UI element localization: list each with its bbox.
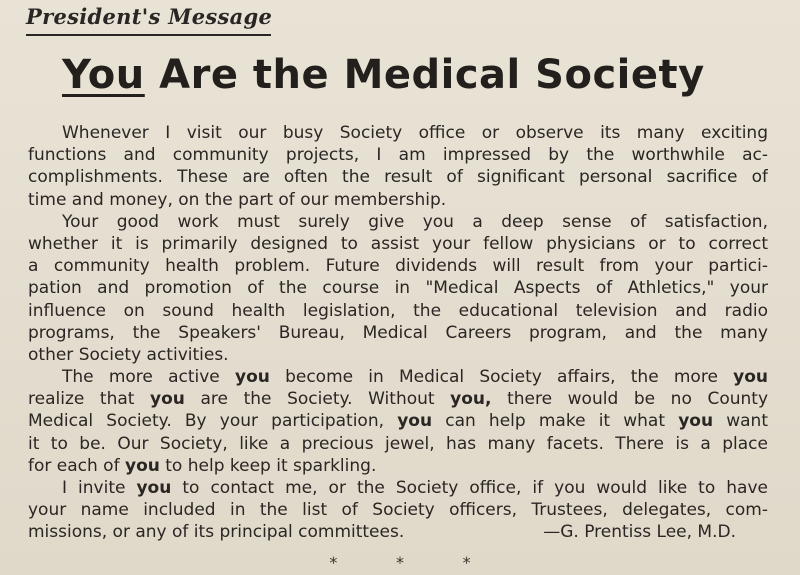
p1-line-4: time and money, on the part of our membership. bbox=[28, 189, 447, 210]
p3-l3-you-1: you bbox=[397, 411, 433, 432]
p3-l2-you-2: you, bbox=[450, 389, 492, 410]
p2-line-5: influence on sound health legislation, the educational television and radio bbox=[28, 300, 768, 321]
article-title bbox=[62, 52, 705, 98]
p3-l3-you-2: you bbox=[678, 411, 714, 432]
p2-line-7: other Society activities. bbox=[28, 344, 229, 365]
p4-l1-you: you bbox=[136, 478, 172, 498]
p1-line-1: Whenever I visit our busy Society office or observe its many exciting bbox=[62, 123, 768, 143]
p4-line-2: your name included in the list of Society officers, Trustees, delegates, com- bbox=[28, 500, 768, 521]
p4-l1-c: to contact me, or the Society office, if you would like to have bbox=[171, 478, 768, 498]
p3-l3-a: Medical Society. By your participation, bbox=[28, 411, 398, 432]
p3-l2-e: there would be no County bbox=[491, 389, 768, 410]
p3-l3-c: can help make it what bbox=[432, 411, 679, 432]
p3-l1-you-2: you bbox=[733, 367, 768, 388]
p3-line-5 bbox=[28, 455, 768, 477]
p2-line-3: a community health problem. Future dividends will result from your partici- bbox=[28, 256, 768, 277]
p3-line-1 bbox=[28, 366, 768, 388]
p2-line-6: programs, the Speakers' Bureau, Medical Careers program, and the many bbox=[28, 322, 768, 343]
p3-line-2 bbox=[28, 388, 768, 410]
p1-line-2: functions and community projects, I am impressed by the worthwhile ac- bbox=[28, 145, 768, 166]
p4-line-3: missions, or any of its principal committees. bbox=[28, 522, 405, 543]
p3-l2-a: realize that bbox=[28, 389, 151, 410]
section-header: President's Message bbox=[26, 4, 273, 29]
p2-line-1: Your good work must surely give you a deep sense of satisfaction, bbox=[62, 211, 768, 232]
title-rest: Are the Medical Society bbox=[144, 52, 705, 98]
p3-l1-a: The more active bbox=[62, 367, 235, 388]
ornament-star-3: * bbox=[462, 553, 471, 572]
ornament-star-2: * bbox=[395, 553, 404, 572]
p3-l2-you-1: you bbox=[150, 389, 185, 410]
p3-l1-c: become in Medical Society affairs, the more bbox=[269, 367, 734, 388]
p3-line-3 bbox=[28, 410, 768, 432]
ornament-star-1: * bbox=[329, 553, 338, 572]
article-body bbox=[28, 122, 768, 544]
signature: —G. Prentiss Lee, M.D. bbox=[543, 522, 736, 543]
p3-l1-you-1: you bbox=[234, 367, 270, 388]
p3-l3-e: want bbox=[713, 411, 768, 432]
p4-line-3-with-signature bbox=[28, 521, 768, 543]
closing-ornament bbox=[300, 553, 500, 572]
p3-l5-c: to help keep it sparkling. bbox=[159, 455, 377, 476]
p3-l5-a: for each of bbox=[28, 455, 125, 476]
header-underline bbox=[26, 34, 271, 36]
p4-l1-a: I invite bbox=[62, 478, 137, 498]
p2-line-4: pation and promotion of the course in "Medical Aspects of Athletics," your bbox=[28, 278, 768, 299]
p3-line-4: it to be. Our Society, like a precious jewel, has many facets. There is a place bbox=[28, 433, 768, 454]
p3-l2-c: are the Society. Without bbox=[184, 389, 451, 410]
p2-line-2: whether it is primarily designed to assist your fellow physicians or to correct bbox=[28, 233, 768, 254]
p1-line-3: complishments. These are often the result of significant personal sacrifice of bbox=[28, 167, 768, 188]
p3-l5-you: you bbox=[124, 455, 160, 476]
p4-line-1 bbox=[28, 477, 768, 499]
title-you: You bbox=[62, 52, 145, 98]
